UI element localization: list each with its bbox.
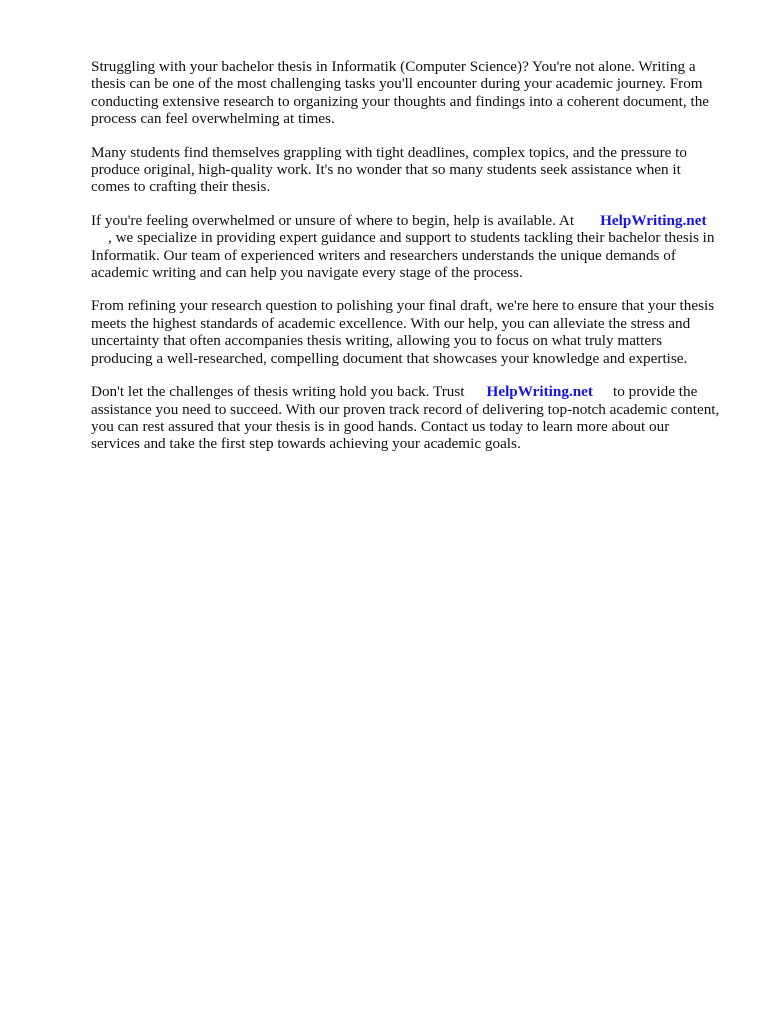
- paragraph-trust-rest: to provide the assistance you need to succeed. With our proven track record of delivering top-notch academic content, you can rest assured that your thesis is in good hands. Contact us today to learn more about our services and take the first step towards achieving your academic goals.: [91, 383, 720, 453]
- document-body: [91, 58, 721, 469]
- helpwriting-link[interactable]: HelpWriting.net: [600, 211, 707, 229]
- paragraph-help-available-rest: , we specialize in providing expert guidance and support to students tackling their bachelor thesis in Informatik. Our team of experienced writers and researchers understands the unique demands of academic writing and can help you navigate every stage of the process.: [91, 229, 715, 282]
- helpwriting-link-secondary[interactable]: HelpWriting.net: [486, 383, 593, 401]
- paragraph-help-available: [91, 212, 721, 282]
- paragraph-challenges: Many students find themselves grappling with tight deadlines, complex topics, and the pressure to produce original, high-quality work. It's no wonder that so many students seek assistance when it comes to crafting their thesis.: [91, 143, 687, 196]
- paragraph-trust-lead: Don't let the challenges of thesis writing hold you back. Trust: [91, 383, 465, 401]
- paragraph-intro: Struggling with your bachelor thesis in Informatik (Computer Science)? You're not alone. Writing a thesis can be one of the most challenging tasks you'll encounter during your academic journey. From conducting extensive research to organizing your thoughts and findings into a coherent document, the process can feel overwhelming at times.: [91, 58, 710, 128]
- paragraph-help-available-lead: If you're feeling overwhelmed or unsure of where to begin, help is available. At: [91, 211, 575, 229]
- paragraph-trust: [91, 383, 721, 453]
- paragraph-refining: From refining your research question to polishing your final draft, we're here to ensure that your thesis meets the highest standards of academic excellence. With our help, you can alleviate the stress and uncertainty that often accompanies thesis writing, allowing you to focus on what truly matters producing a well-researched, compelling document that showcases your knowledge and expertise.: [91, 297, 715, 367]
